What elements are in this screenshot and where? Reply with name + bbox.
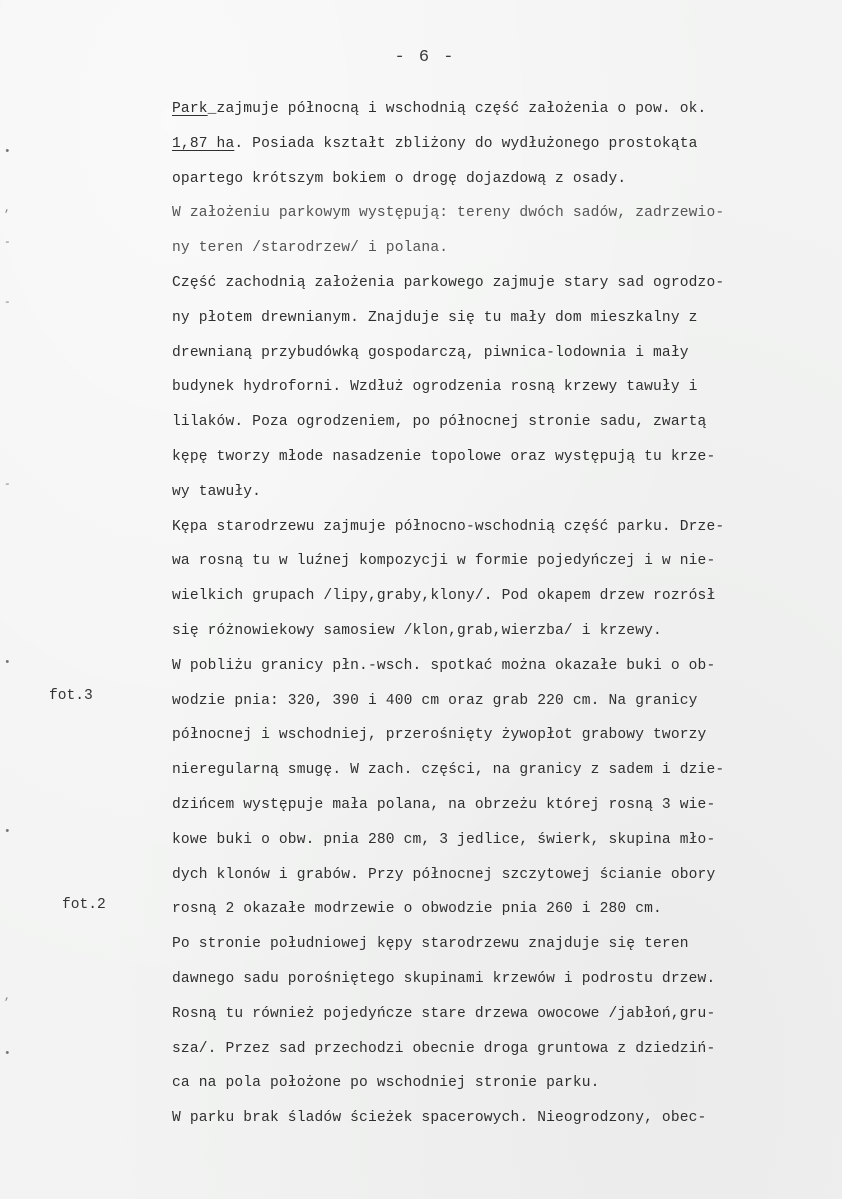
margin-dot-mark: • <box>4 1048 11 1060</box>
body-text <box>172 92 812 1136</box>
text-segment: . Posiada kształt zbliżony do wydłużonego prostokąta <box>234 135 698 152</box>
margin-dot-mark: • <box>4 146 11 158</box>
margin-note-photo-3: fot.3 <box>49 688 93 704</box>
text-line: wielkich grupach /lipy,graby,klony/. Pod okapem drzew rozrósł <box>172 588 716 605</box>
margin-dot-mark: - <box>4 479 11 491</box>
text-line: W parku brak śladów ścieżek spacerowych. Nieogrodzony, obec- <box>172 1110 707 1127</box>
text-line: W pobliżu granicy płn.-wsch. spotkać można okazałe buki o ob- <box>172 657 716 674</box>
text-line: dych klonów i grabów. Przy północnej szczytowej ścianie obory <box>172 866 716 883</box>
text-line: wy tawuły. <box>172 483 262 500</box>
text-line <box>172 92 812 127</box>
text-line: ny teren /starodrzew/ i polana. <box>172 240 449 257</box>
margin-note-photo-2: fot.2 <box>62 897 106 913</box>
margin-dot-mark: - <box>4 237 11 249</box>
page-number: - 6 - <box>394 48 456 67</box>
text-segment: _zajmuje północną i wschodnią część założenia o pow. ok. <box>207 101 707 117</box>
text-line: Kępa starodrzewu zajmuje północno-wschodnią część parku. Drze- <box>172 518 725 535</box>
text-line: W założeniu parkowym występują: tereny dwóch sadów, zadrzewio- <box>172 205 725 222</box>
margin-dot-mark: • <box>4 826 11 838</box>
margin-dot-mark: , <box>4 991 11 1003</box>
text-line: Rosną tu również pojedyńcze stare drzewa owocowe /jabłoń,gru- <box>172 1005 716 1022</box>
text-line <box>172 127 812 162</box>
text-line: dzińcem występuje mała polana, na obrzeżu której rosną 3 wie- <box>172 796 716 813</box>
text-line: ny płotem drewnianym. Znajduje się tu mały dom mieszkalny z <box>172 309 698 326</box>
text-line: lilaków. Poza ogrodzeniem, po północnej stronie sadu, zwartą <box>172 414 707 431</box>
margin-dot-mark: - <box>4 297 11 309</box>
text-line: budynek hydroforni. Wzdłuż ogrodzenia rosną krzewy tawuły i <box>172 379 698 396</box>
text-line: nieregularną smugę. W zach. części, na granicy z sadem i dzie- <box>172 762 725 779</box>
margin-dot-mark: • <box>4 657 11 669</box>
text-line: drewnianą przybudówką gospodarczą, piwnica-lodownia i mały <box>172 344 689 361</box>
text-line: wodzie pnia: 320, 390 i 400 cm oraz grab 220 cm. Na granicy <box>172 692 698 709</box>
text-line: dawnego sadu porośniętego skupinami krzewów i podrostu drzew. <box>172 970 716 987</box>
text-line: sza/. Przez sad przechodzi obecnie droga gruntowa z dziedziń- <box>172 1040 716 1057</box>
text-line: się różnowiekowy samosiew /klon,grab,wierzba/ i krzewy. <box>172 622 662 639</box>
text-line: opartego krótszym bokiem o drogę dojazdową z osady. <box>172 170 627 187</box>
text-line: kowe buki o obw. pnia 280 cm, 3 jedlice, świerk, skupina mło- <box>172 831 716 848</box>
text-line: kępę tworzy młode nasadzenie topolowe oraz występują tu krze- <box>172 448 716 465</box>
text-line: ca na pola położone po wschodniej stronie parku. <box>172 1075 600 1092</box>
underlined-term: Park <box>172 101 208 117</box>
margin-dot-mark: , <box>4 203 11 215</box>
text-line: rosną 2 okazałe modrzewie o obwodzie pnia 260 i 280 cm. <box>172 901 662 918</box>
underlined-area: 1,87 ha <box>172 135 235 152</box>
text-line: północnej i wschodniej, przerośnięty żywopłot grabowy tworzy <box>172 727 707 744</box>
text-line: Po stronie południowej kępy starodrzewu znajduje się teren <box>172 936 689 953</box>
text-line: wa rosną tu w luźnej kompozycji w formie pojedyńczej i w nie- <box>172 553 716 570</box>
text-line: Część zachodnią założenia parkowego zajmuje stary sad ogrodzo- <box>172 274 725 291</box>
